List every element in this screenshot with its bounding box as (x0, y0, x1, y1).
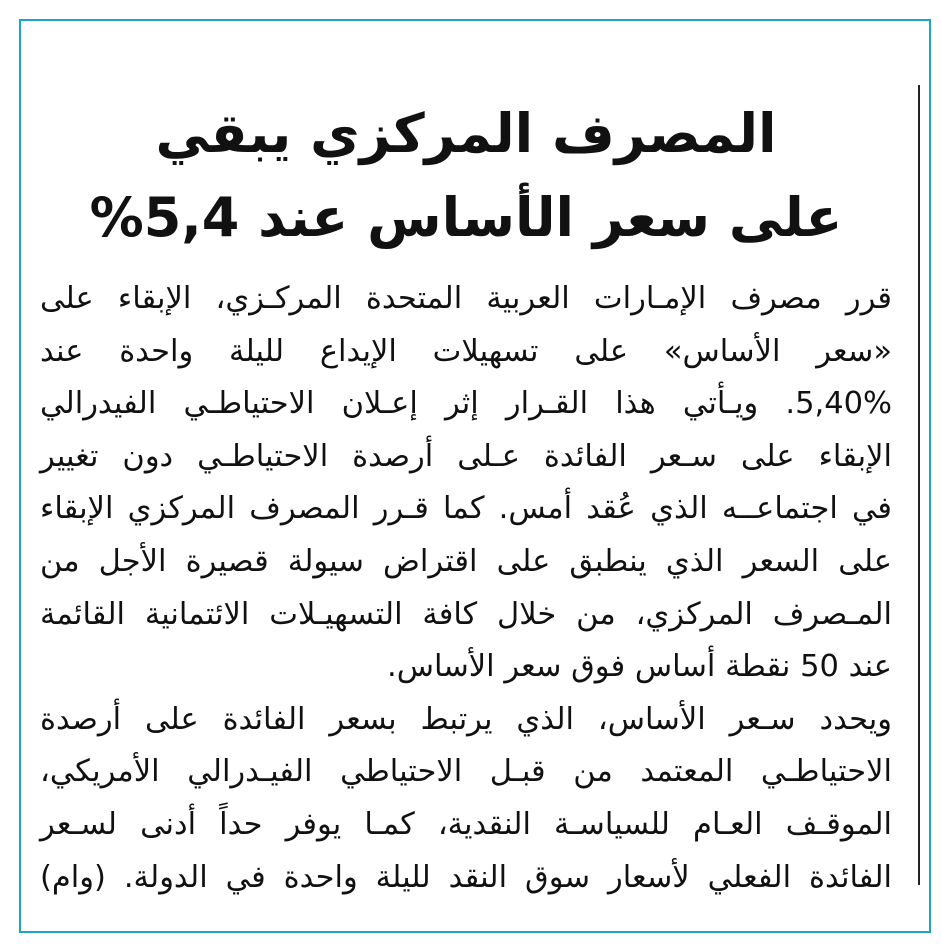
article-body (40, 273, 892, 904)
body-line: الاحتياطـي المعتمد من قبـل الاحتياطي الفيـدرالي الأمريكي، (40, 754, 892, 790)
body-line: الفائدة الفعلي لأسعار سوق النقد لليلة واحدة في الدولة. (وام) (40, 859, 892, 895)
body-line: في اجتماعــه الذي عُقد أمس. كما قـرر المصرف المركزي الإبقاء (40, 491, 892, 527)
headline-line-2: على سعر الأساس عند 5,4% (89, 186, 843, 249)
paragraph-1 (40, 273, 892, 694)
body-line: 5,40%. ويـأتي هذا القـرار إثر إعـلان الاحتياطـي الفيدرالي (40, 386, 892, 422)
column-rule (918, 85, 920, 885)
body-line: قرر مصرف الإمـارات العربية المتحدة المركـزي، الإبقاء على (40, 281, 892, 316)
body-line: الموقـف العـام للسياسـة النقدية، كمـا يوفر حداً أدنى لسـعر (40, 806, 892, 842)
body-line: «سعر الأساس» على تسهيلات الإيداع لليلة واحدة عند (40, 333, 892, 369)
body-line: على السعر الذي ينطبق على اقتراض سيولة قصيرة الأجل من (40, 543, 892, 579)
body-line: ويحدد سـعر الأساس، الذي يرتبط بسعر الفائدة على أرصدة (40, 701, 892, 737)
body-line: الإبقاء على سـعر الفائدة عـلى أرصدة الاحتياطـي دون تغيير (40, 438, 892, 474)
paragraph-2 (40, 694, 892, 904)
article-headline (40, 92, 892, 260)
headline-line-1: المصرف المركزي يبقي (155, 102, 777, 165)
body-line: عند 50 نقطة أساس فوق سعر الأساس. (387, 649, 892, 685)
body-line: المـصرف المركزي، من خلال كافة التسهيـلات الائتمانية القائمة (40, 596, 892, 632)
news-article (40, 92, 892, 904)
